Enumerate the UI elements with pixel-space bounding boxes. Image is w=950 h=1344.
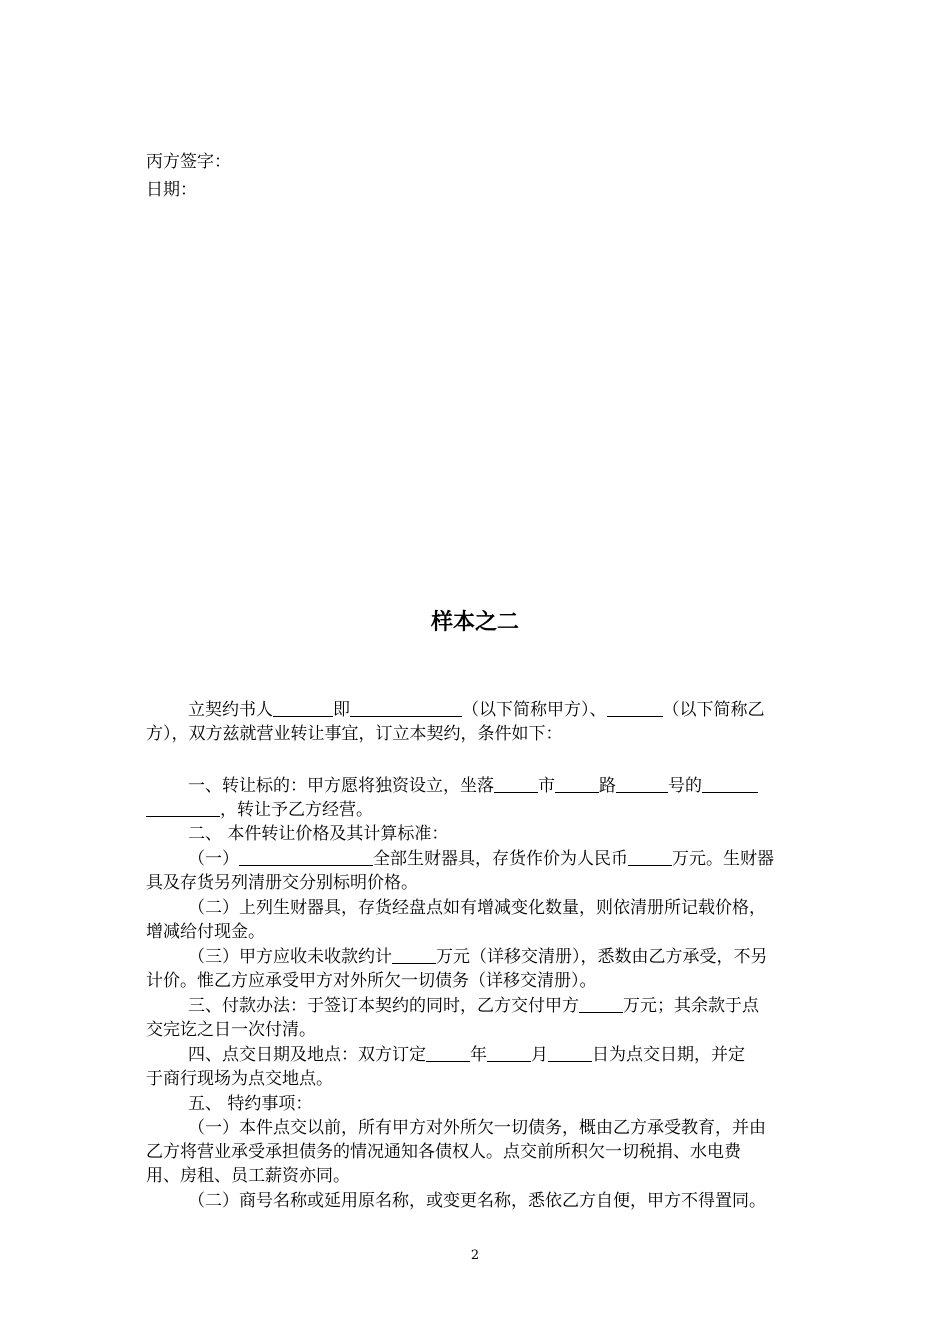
blank-field <box>607 698 663 717</box>
item4-line2: 于商行现场为点交地点。 <box>146 1069 333 1089</box>
item5-heading: 五、 特约事项： <box>188 1094 313 1114</box>
blank-field <box>487 1043 531 1062</box>
para1-line1: 立契约书人 即 （以下简称甲方）、 （以下简称乙 <box>188 700 765 720</box>
blank-field <box>494 774 538 793</box>
blank-field <box>616 774 668 793</box>
item3-line1: 三、付款办法：于签订本契约的同时，乙方交付甲方 万元；其余款于点 <box>188 996 759 1016</box>
blank-field <box>239 847 373 866</box>
item2-sub2-line2: 增减给付现金。 <box>146 922 265 942</box>
item2-sub2-line1: （二）上列生财器具，存货经盘点如有增减变化数量，则依清册所记载价格， <box>188 898 766 918</box>
item5-sub1-line3: 用、房租、员工薪资亦同。 <box>146 1166 350 1186</box>
item2-sub3-line1: （三）甲方应收未收款约计 万元（详移交清册），悉数由乙方承受，不另 <box>188 947 768 967</box>
party-c-signature-label: 丙方签字： <box>146 152 231 172</box>
item4-line1: 四、点交日期及地点：双方订定 年 月 日为点交日期，并定 <box>188 1045 745 1065</box>
item1-line1: 一、转让标的：甲方愿将独资设立，坐落 市 路 号的 <box>188 774 758 798</box>
blank-field <box>426 1043 470 1062</box>
item2-sub1-line2: 具及存货另列清册交分别标明价格。 <box>146 873 418 893</box>
document-title: 样本之二 <box>430 610 519 635</box>
item5-sub1-line2: 乙方将营业承受承担债务的情况通知各债权人。点交前所积欠一切税捐、水电费 <box>146 1142 741 1162</box>
item5-sub1-line1: （一）本件点交以前，所有甲方对外所欠一切债务，概由乙方承受教育，并由 <box>188 1118 766 1138</box>
blank-field <box>146 798 220 817</box>
blank-field <box>548 1043 592 1062</box>
item2-heading: 二、 本件转让价格及其计算标准： <box>188 824 449 844</box>
item5-sub2: （二）商号名称或延用原名称，或变更名称，悉依乙方自便，甲方不得置同。 <box>188 1191 766 1211</box>
item1-line2: ，转让予乙方经营。 <box>146 798 373 822</box>
blank-field <box>273 698 333 717</box>
blank-field <box>350 698 462 717</box>
blank-field <box>555 774 599 793</box>
date-label: 日期： <box>146 180 197 200</box>
para1-line2: 方），双方兹就营业转让事宜，订立本契约，条件如下： <box>146 724 563 744</box>
item3-line2: 交完讫之日一次付清。 <box>146 1020 316 1040</box>
blank-field <box>628 847 672 866</box>
blank-field <box>702 774 758 793</box>
blank-field <box>579 994 623 1013</box>
blank-field <box>392 945 436 964</box>
item2-sub1-line1: （一） 全部生财器具，存货作价为人民币 万元。生财器 <box>188 849 774 869</box>
item2-sub3-line2: 计价。惟乙方应承受甲方对外所欠一切债务（详移交清册）。 <box>146 971 597 991</box>
page-number: 2 <box>470 1248 480 1263</box>
